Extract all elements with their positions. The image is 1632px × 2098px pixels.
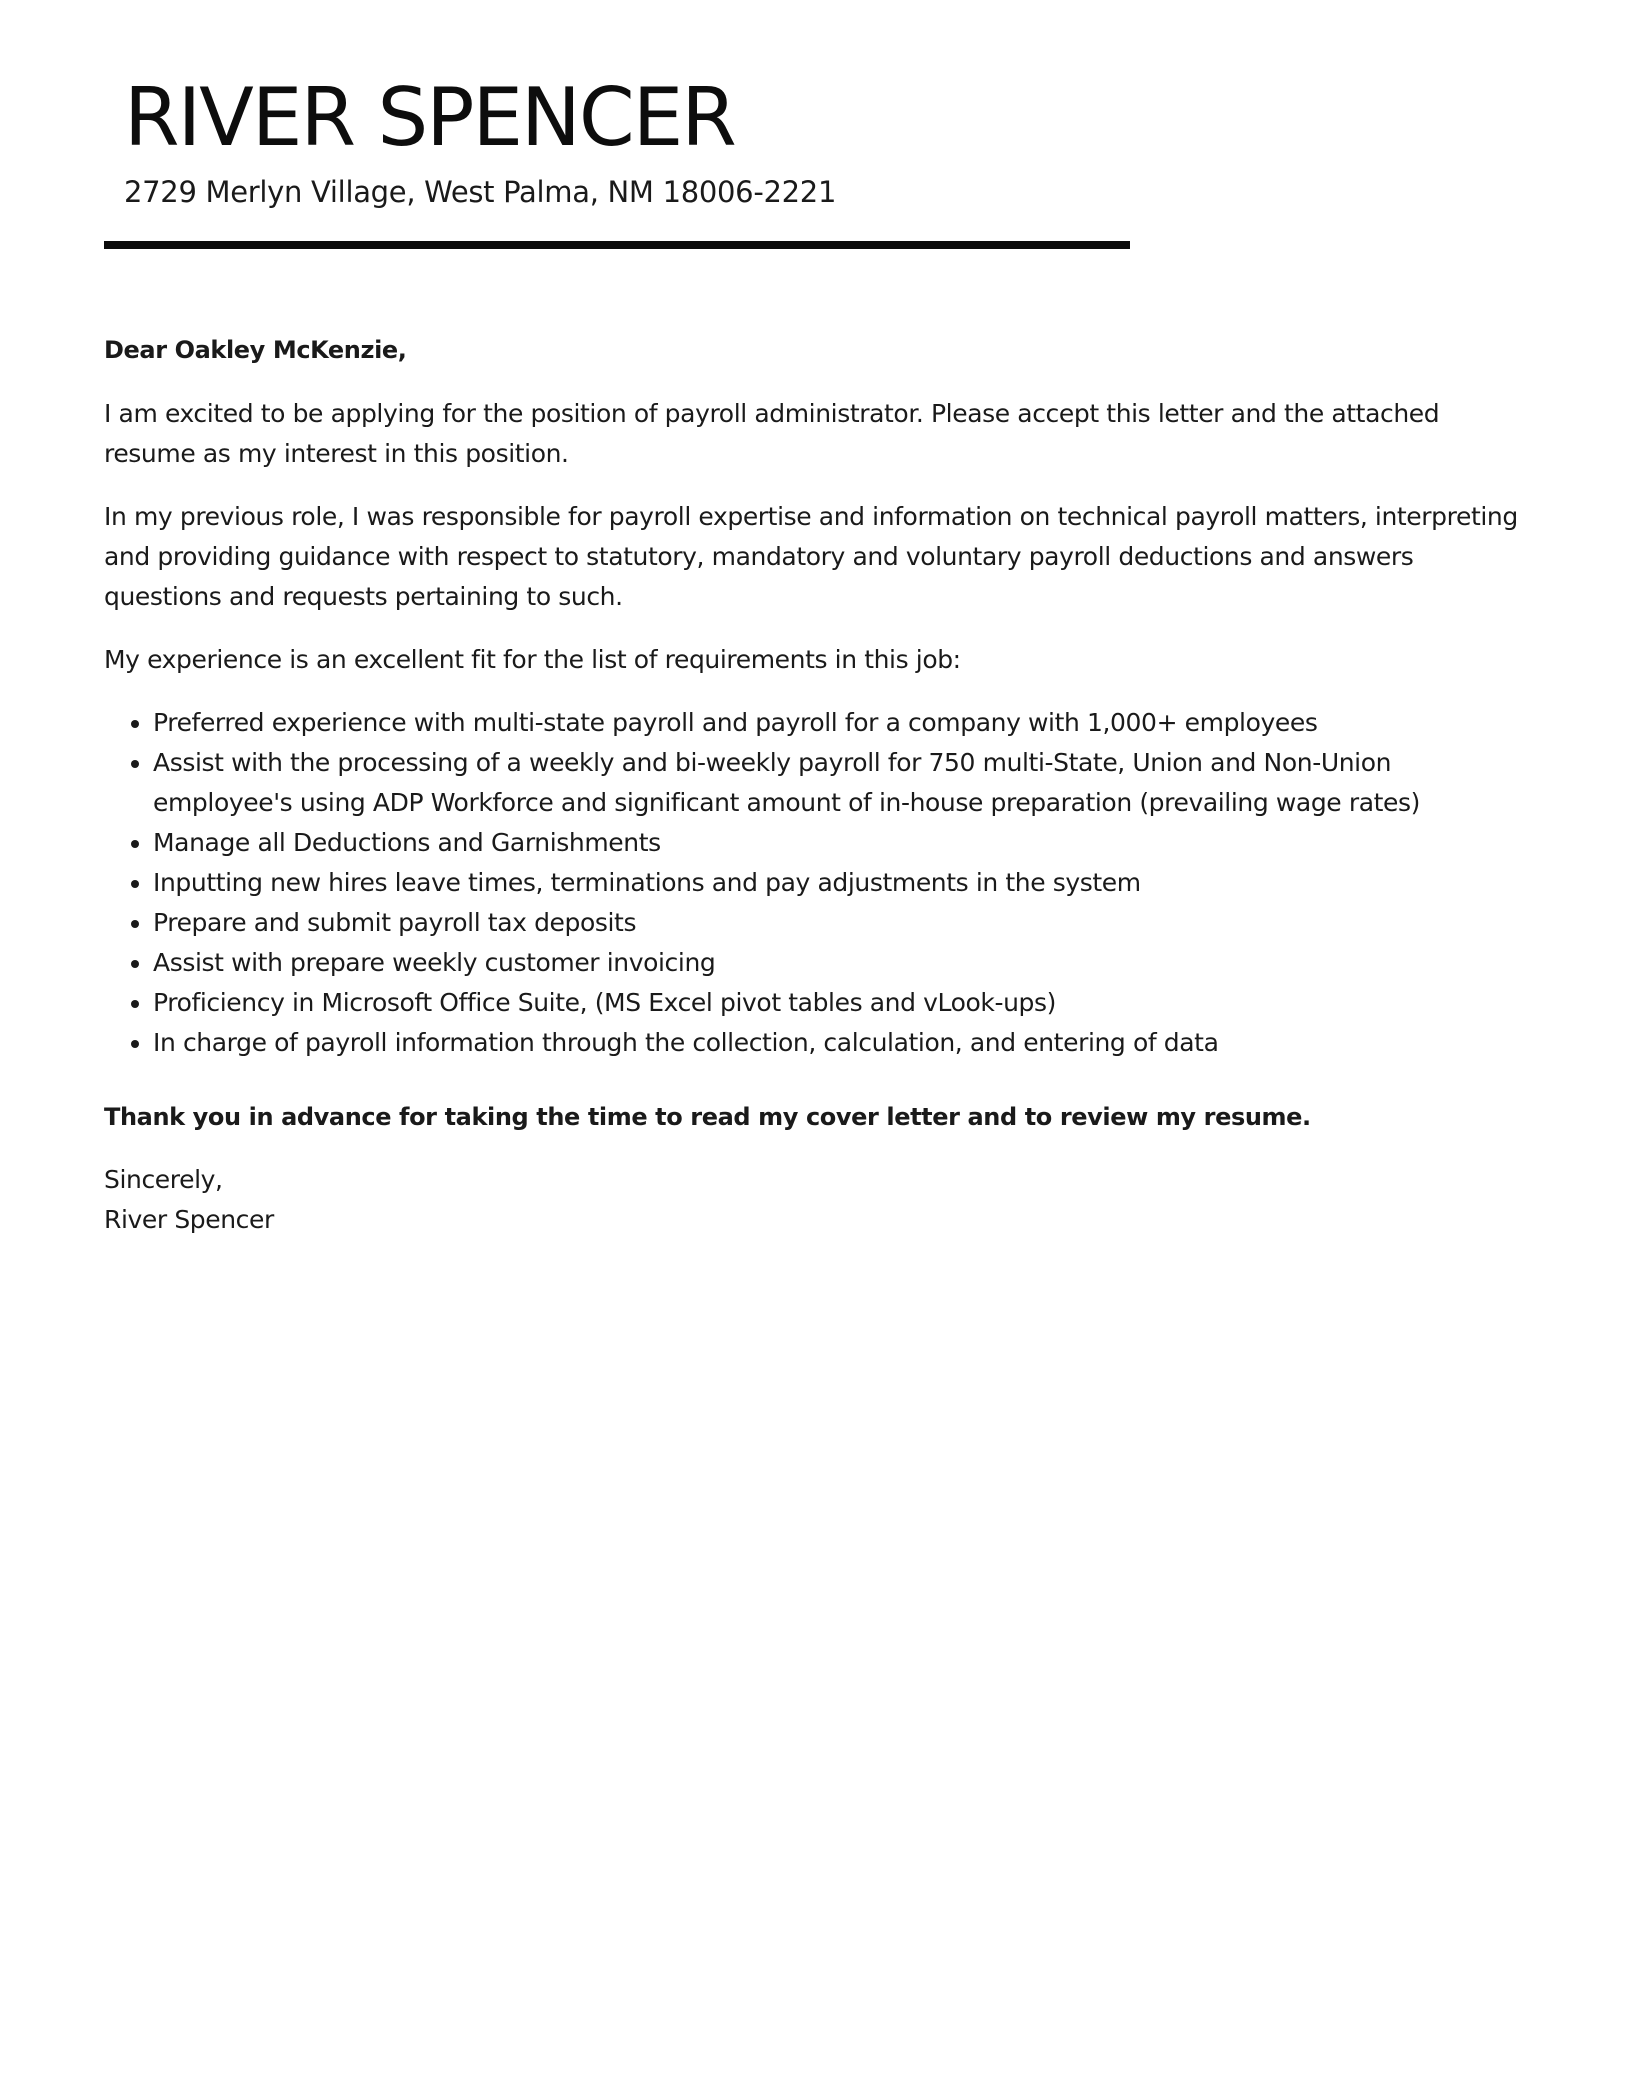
list-item: • In charge of payroll information through the collection, calculation, and entering of data bbox=[153, 1023, 1524, 1063]
applicant-address: 2729 Merlyn Village, West Palma, NM 18006-2221 bbox=[124, 175, 837, 209]
list-item: • Manage all Deductions and Garnishments bbox=[153, 823, 1524, 863]
list-item: • Prepare and submit payroll tax deposits bbox=[153, 903, 1524, 943]
list-item: • Assist with prepare weekly customer invoicing bbox=[153, 943, 1524, 983]
experience-paragraph: In my previous role, I was responsible for payroll expertise and information on technical payroll matters, interpreting and providing guidance with respect to statutory, mandatory and voluntary payroll deductions and answers questions and requests pertaining to such. bbox=[104, 502, 1518, 611]
list-item: • Inputting new hires leave times, terminations and pay adjustments in the system bbox=[153, 863, 1524, 903]
header-divider bbox=[104, 241, 1130, 249]
requirements-list bbox=[104, 703, 1524, 1063]
applicant-name: RIVER SPENCER bbox=[124, 71, 735, 164]
salutation: Dear Oakley McKenzie, bbox=[104, 336, 407, 364]
list-item: • Proficiency in Microsoft Office Suite, (MS Excel pivot tables and vLook-ups) bbox=[153, 983, 1524, 1023]
signature-name: River Spencer bbox=[104, 1205, 274, 1234]
letter-header bbox=[104, 66, 1134, 210]
intro-paragraph: I am excited to be applying for the position of payroll administrator. Please accept this letter and the attached resume as my interest in this position. bbox=[104, 399, 1440, 468]
signoff: Sincerely, bbox=[104, 1165, 223, 1194]
list-item: • Preferred experience with multi-state payroll and payroll for a company with 1,000+ employees bbox=[153, 703, 1524, 743]
letter-body bbox=[104, 330, 1524, 1240]
requirements-intro: My experience is an excellent fit for the list of requirements in this job: bbox=[104, 645, 961, 674]
closing-paragraph: Thank you in advance for taking the time to read my cover letter and to review my resume. bbox=[104, 1103, 1311, 1131]
list-item: • Assist with the processing of a weekly and bi-weekly payroll for 750 multi-State, Union and Non-Union employee's using ADP Workforce and significant amount of in-house preparation (prevailing wage rates) bbox=[153, 743, 1524, 823]
